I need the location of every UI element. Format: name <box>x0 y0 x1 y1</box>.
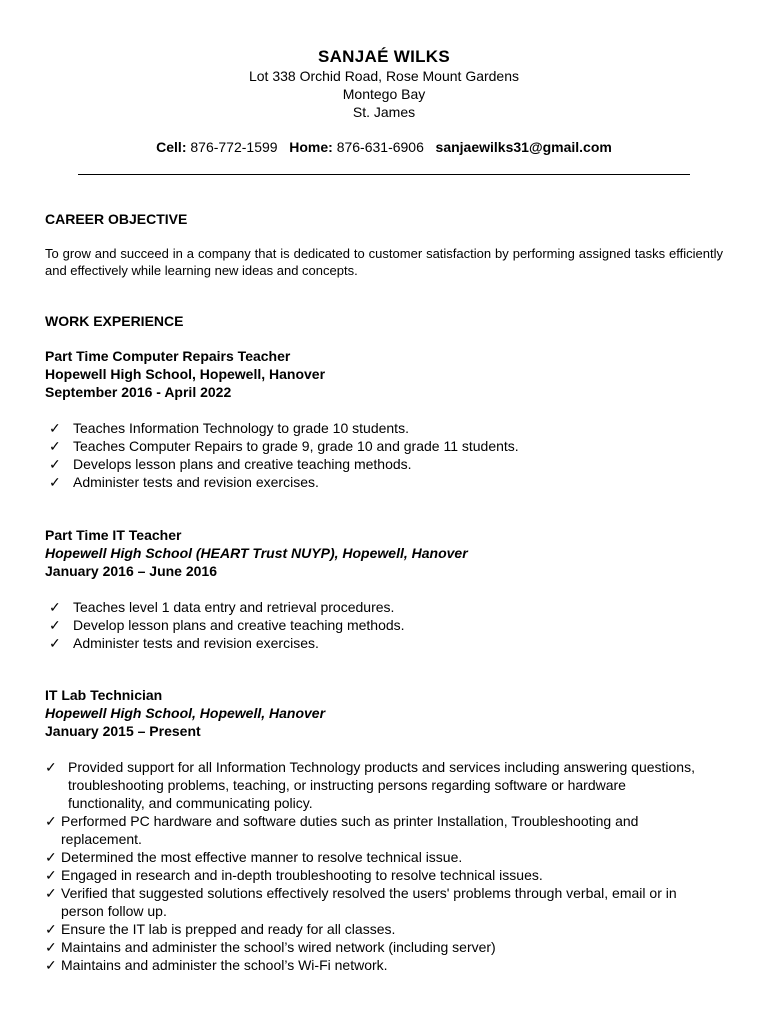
duty-text: Administer tests and revision exercises. <box>73 635 319 651</box>
resume-name: SANJAÉ WILKS <box>317 47 451 66</box>
duty-text: Provided support for all Information Technology products and services including answering questions, troubleshooting problems, teaching, or instructing persons regarding software or hardware functionality, and communicating policy. <box>68 759 695 811</box>
address-line-2: Montego Bay <box>342 86 426 102</box>
check-icon: ✓ <box>49 420 61 436</box>
job-1-dates: September 2016 - April 2022 <box>45 384 232 400</box>
job-1-title: Part Time Computer Repairs Teacher <box>45 348 291 364</box>
cell-label: Cell: <box>156 139 187 155</box>
email-address: sanjaewilks31@gmail.com <box>435 139 612 155</box>
duty-text: Performed PC hardware and software duties such as printer Installation, Troubleshooting and replacement. <box>61 813 639 847</box>
header-divider <box>78 174 690 175</box>
cell-phone: 876-772-1599 <box>190 139 278 155</box>
check-icon: ✓ <box>45 921 57 937</box>
career-objective-text: To grow and succeed in a company that is dedicated to customer satisfaction by performing assigned tasks efficiently and effectively while learning new ideas and concepts. <box>45 246 723 278</box>
check-icon: ✓ <box>49 599 61 615</box>
list-item <box>45 866 705 884</box>
duty-text: Develop lesson plans and creative teaching methods. <box>73 617 405 633</box>
duty-text: Maintains and administer the school’s wired network (including server) <box>61 939 496 955</box>
job-3-duties <box>45 758 705 974</box>
list-item <box>45 848 705 866</box>
job-2-organization: Hopewell High School (HEART Trust NUYP), Hopewell, Hanover <box>45 545 468 561</box>
check-icon: ✓ <box>49 474 61 490</box>
duty-text: Develops lesson plans and creative teaching methods. <box>73 456 412 472</box>
check-icon: ✓ <box>45 759 57 775</box>
contact-line <box>0 139 768 155</box>
address-line-1: Lot 338 Orchid Road, Rose Mount Gardens <box>248 68 520 84</box>
duty-text: Ensure the IT lab is prepped and ready for all classes. <box>61 921 396 937</box>
duty-text: Teaches level 1 data entry and retrieval procedures. <box>73 599 395 615</box>
duty-text: Engaged in research and in-depth troubleshooting to resolve technical issues. <box>61 867 543 883</box>
list-item <box>45 938 705 956</box>
job-2-dates: January 2016 – June 2016 <box>45 563 218 579</box>
check-icon: ✓ <box>45 885 57 901</box>
job-1-organization: Hopewell High School, Hopewell, Hanover <box>45 366 326 382</box>
work-experience-heading: WORK EXPERIENCE <box>45 313 184 329</box>
career-objective-heading: CAREER OBJECTIVE <box>45 211 188 227</box>
check-icon: ✓ <box>45 849 57 865</box>
list-item <box>45 812 705 848</box>
check-icon: ✓ <box>49 635 61 651</box>
job-2-title: Part Time IT Teacher <box>45 527 182 543</box>
check-icon: ✓ <box>45 867 57 883</box>
job-3-organization: Hopewell High School, Hopewell, Hanover <box>45 705 326 721</box>
duty-text: Administer tests and revision exercises. <box>73 474 319 490</box>
home-label: Home: <box>289 139 333 155</box>
check-icon: ✓ <box>45 939 57 955</box>
list-item <box>45 884 705 920</box>
duty-text: Verified that suggested solutions effectively resolved the users' problems through verbal, email or in person follow up. <box>61 885 677 919</box>
check-icon: ✓ <box>49 456 61 472</box>
duty-text: Maintains and administer the school’s Wi-Fi network. <box>61 957 388 973</box>
duty-text: Teaches Computer Repairs to grade 9, grade 10 and grade 11 students. <box>73 438 519 454</box>
check-icon: ✓ <box>45 957 57 973</box>
home-phone: 876-631-6906 <box>336 139 424 155</box>
check-icon: ✓ <box>49 438 61 454</box>
duty-text: Teaches Information Technology to grade 10 students. <box>73 420 409 436</box>
job-3-dates: January 2015 – Present <box>45 723 201 739</box>
check-icon: ✓ <box>45 813 57 829</box>
check-icon: ✓ <box>49 617 61 633</box>
address-line-3: St. James <box>352 104 416 120</box>
list-item <box>45 758 705 812</box>
job-3-title: IT Lab Technician <box>45 687 163 703</box>
list-item <box>45 956 705 974</box>
list-item <box>45 920 705 938</box>
duty-text: Determined the most effective manner to resolve technical issue. <box>61 849 463 865</box>
